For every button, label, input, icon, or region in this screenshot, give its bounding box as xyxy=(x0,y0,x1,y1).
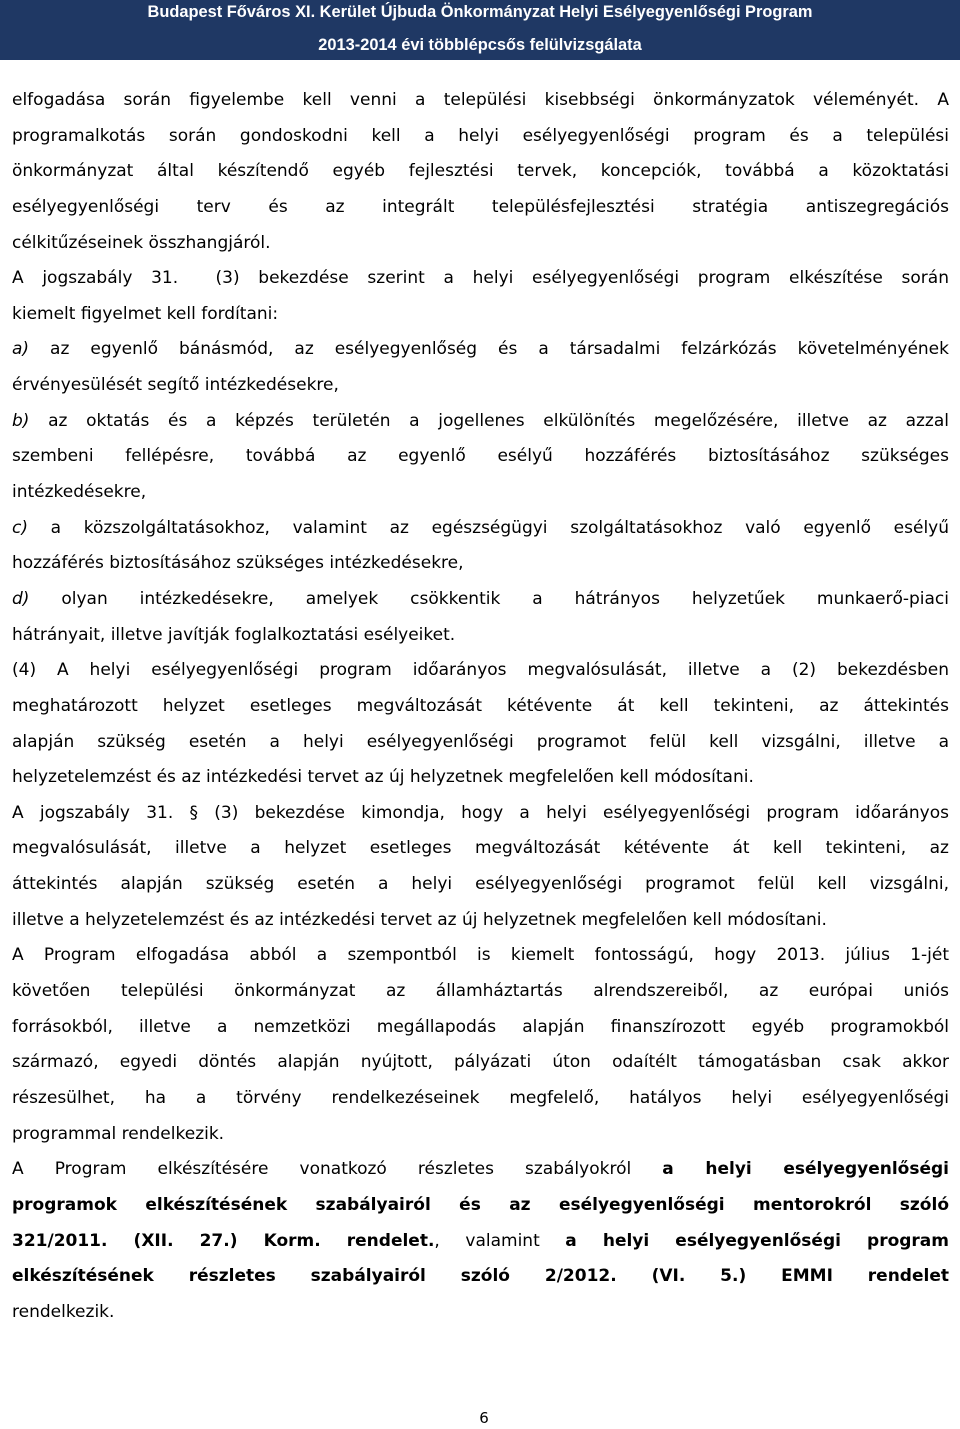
text-segment: az egyenlő bánásmód, az esélyegyenlőség és a társadalmi felzárkózás követelményének xyxy=(29,339,949,360)
page-header xyxy=(0,0,960,60)
text-line xyxy=(12,689,949,725)
bold-text: elkészítésének részletes szabályairól szóló 2/2012. (VI. 5.) EMMI rendelet xyxy=(12,1266,949,1287)
page-number: 6 xyxy=(479,1409,489,1427)
text-segment: önkormányzat által készítendő egyéb fejlesztési tervek, koncepciók, továbbá a közoktatási xyxy=(12,161,949,182)
text-line xyxy=(12,368,949,404)
text-segment: illetve a helyzetelemzést és az intézkedési tervet az új helyzetnek megfelelően kell módosítani. xyxy=(12,909,827,930)
text-segment: meghatározott helyzet esetleges megváltozását kétévente át kell tekinteni, az áttekintés xyxy=(12,695,949,716)
text-segment: alapján szükség esetén a helyi esélyegyenlőségi programot felül kell vizsgálni, illetve a xyxy=(12,731,949,752)
text-line xyxy=(12,190,949,226)
bold-text: 321/2011. (XII. 27.) Korm. rendelet. xyxy=(12,1230,435,1251)
text-segment: (4) A helyi esélyegyenlőségi program időarányos megvalósulását, illetve a (2) bekezdésben xyxy=(12,660,949,681)
text-line xyxy=(12,226,949,262)
text-line xyxy=(12,404,949,440)
text-segment: szembeni fellépésre, továbbá az egyenlő esélyű hozzáférés biztosításához szükséges xyxy=(12,446,949,467)
text-segment: helyzetelemzést és az intézkedési tervet az új helyzetnek megfelelően kell módosítani. xyxy=(12,767,754,788)
text-line xyxy=(12,119,949,155)
bold-text: a helyi esélyegyenlőségi xyxy=(662,1159,950,1180)
bold-text: a helyi esélyegyenlőségi program xyxy=(565,1230,949,1251)
text-line xyxy=(12,297,949,333)
header-subtitle: 2013-2014 évi többlépcsős felülvizsgálata xyxy=(318,36,642,54)
text-line xyxy=(12,760,949,796)
text-segment: programalkotás során gondoskodni kell a helyi esélyegyenlőségi program és a települési xyxy=(12,125,949,146)
paragraph xyxy=(12,796,949,939)
text-segment: áttekintés alapján szükség esetén a helyi esélyegyenlőségi programot felül kell vizsgálni, xyxy=(12,874,949,895)
text-segment: A Program elkészítésére vonatkozó részletes szabályokról xyxy=(12,1159,663,1180)
text-segment: olyan intézkedésekre, amelyek csökkentik a hátrányos helyzetűek munkaerő-piaci xyxy=(29,588,949,609)
text-segment: az oktatás és a képzés területén a jogellenes elkülönítés megelőzésére, illetve az azzal xyxy=(29,410,949,431)
text-line xyxy=(12,1045,949,1081)
text-line xyxy=(12,974,949,1010)
text-line xyxy=(12,1188,949,1224)
paragraph xyxy=(12,404,949,511)
text-segment: követően települési önkormányzat az államháztartás alrendszereiből, az európai uniós xyxy=(12,981,949,1002)
text-segment: intézkedésekre, xyxy=(12,482,147,503)
text-segment: hozzáférés biztosításához szükséges intézkedésekre, xyxy=(12,553,464,574)
text-segment: A Program elfogadása abból a szempontból is kiemelt fontosságú, hogy 2013. július 1-jét xyxy=(12,945,949,966)
text-segment: , valamint xyxy=(434,1230,566,1251)
paragraph xyxy=(12,653,949,796)
text-segment: forrásokból, illetve a nemzetközi megállapodás alapján finanszírozott egyéb programokból xyxy=(12,1016,949,1037)
text-line xyxy=(12,796,949,832)
text-line xyxy=(12,1295,949,1331)
text-segment: hátrányait, illetve javítják foglalkoztatási esélyeiket. xyxy=(12,624,456,645)
paragraph xyxy=(12,1152,949,1330)
text-line xyxy=(12,653,949,689)
text-segment: érvényesülését segítő intézkedésekre, xyxy=(12,375,339,396)
text-segment: rendelkezik. xyxy=(12,1301,115,1322)
text-segment: A jogszabály 31. (3) bekezdése szerint a helyi esélyegyenlőségi program elkészítése során xyxy=(12,268,949,289)
text-segment: részesülhet, ha a törvény rendelkezéseinek megfelelő, hatályos helyi esélyegyenlőségi xyxy=(12,1087,949,1108)
text-line xyxy=(12,439,949,475)
body-text xyxy=(12,83,949,1330)
text-segment: megvalósulását, illetve a helyzet esetleges megváltozását kétévente át kell tekinteni, az xyxy=(12,838,949,859)
list-marker: c) xyxy=(12,517,28,538)
header-title: Budapest Főváros XI. Kerület Újbuda Önkormányzat Helyi Esélyegyenlőségi Program xyxy=(147,3,813,21)
paragraph xyxy=(12,332,949,403)
text-line xyxy=(12,1081,949,1117)
bold-text: programok elkészítésének szabályairól és az esélyegyenlőségi mentorokról szóló xyxy=(12,1194,949,1215)
text-line xyxy=(12,154,949,190)
text-line xyxy=(12,867,949,903)
text-line xyxy=(12,511,949,547)
text-line xyxy=(12,261,949,297)
text-line xyxy=(12,1010,949,1046)
text-line xyxy=(12,903,949,939)
text-line xyxy=(12,725,949,761)
text-line xyxy=(12,83,949,119)
text-segment: kiemelt figyelmet kell fordítani: xyxy=(12,303,279,324)
text-line xyxy=(12,1117,949,1153)
text-segment: elfogadása során figyelembe kell venni a települési kisebbségi önkormányzatok véleményét. A xyxy=(12,90,949,110)
text-line xyxy=(12,618,949,654)
text-segment: programmal rendelkezik. xyxy=(12,1123,225,1144)
paragraph xyxy=(12,938,949,1152)
text-line xyxy=(12,831,949,867)
list-marker: d) xyxy=(12,588,30,609)
text-segment: célkitűzéseinek összhangjáról. xyxy=(12,232,271,253)
text-line xyxy=(12,582,949,618)
text-segment: A jogszabály 31. § (3) bekezdése kimondja, hogy a helyi esélyegyenlőségi program időarányos xyxy=(12,802,949,823)
paragraph xyxy=(12,83,949,261)
paragraph xyxy=(12,511,949,582)
paragraph xyxy=(12,582,949,653)
list-marker: a) xyxy=(12,339,30,360)
text-line xyxy=(12,546,949,582)
text-line xyxy=(12,1224,949,1260)
text-segment: származó, egyedi döntés alapján nyújtott, pályázati úton odaítélt támogatásban csak akkor xyxy=(12,1052,949,1073)
paragraph xyxy=(12,261,949,332)
text-line xyxy=(12,475,949,511)
text-line xyxy=(12,938,949,974)
text-segment: esélyegyenlőségi terv és az integrált településfejlesztési stratégia antiszegregációs xyxy=(12,196,949,217)
text-line xyxy=(12,332,949,368)
text-line xyxy=(12,1259,949,1295)
text-segment: a közszolgáltatásokhoz, valamint az egészségügyi szolgáltatásokhoz való egyenlő esélyű xyxy=(27,517,949,538)
list-marker: b) xyxy=(12,410,30,431)
text-line xyxy=(12,1152,949,1188)
